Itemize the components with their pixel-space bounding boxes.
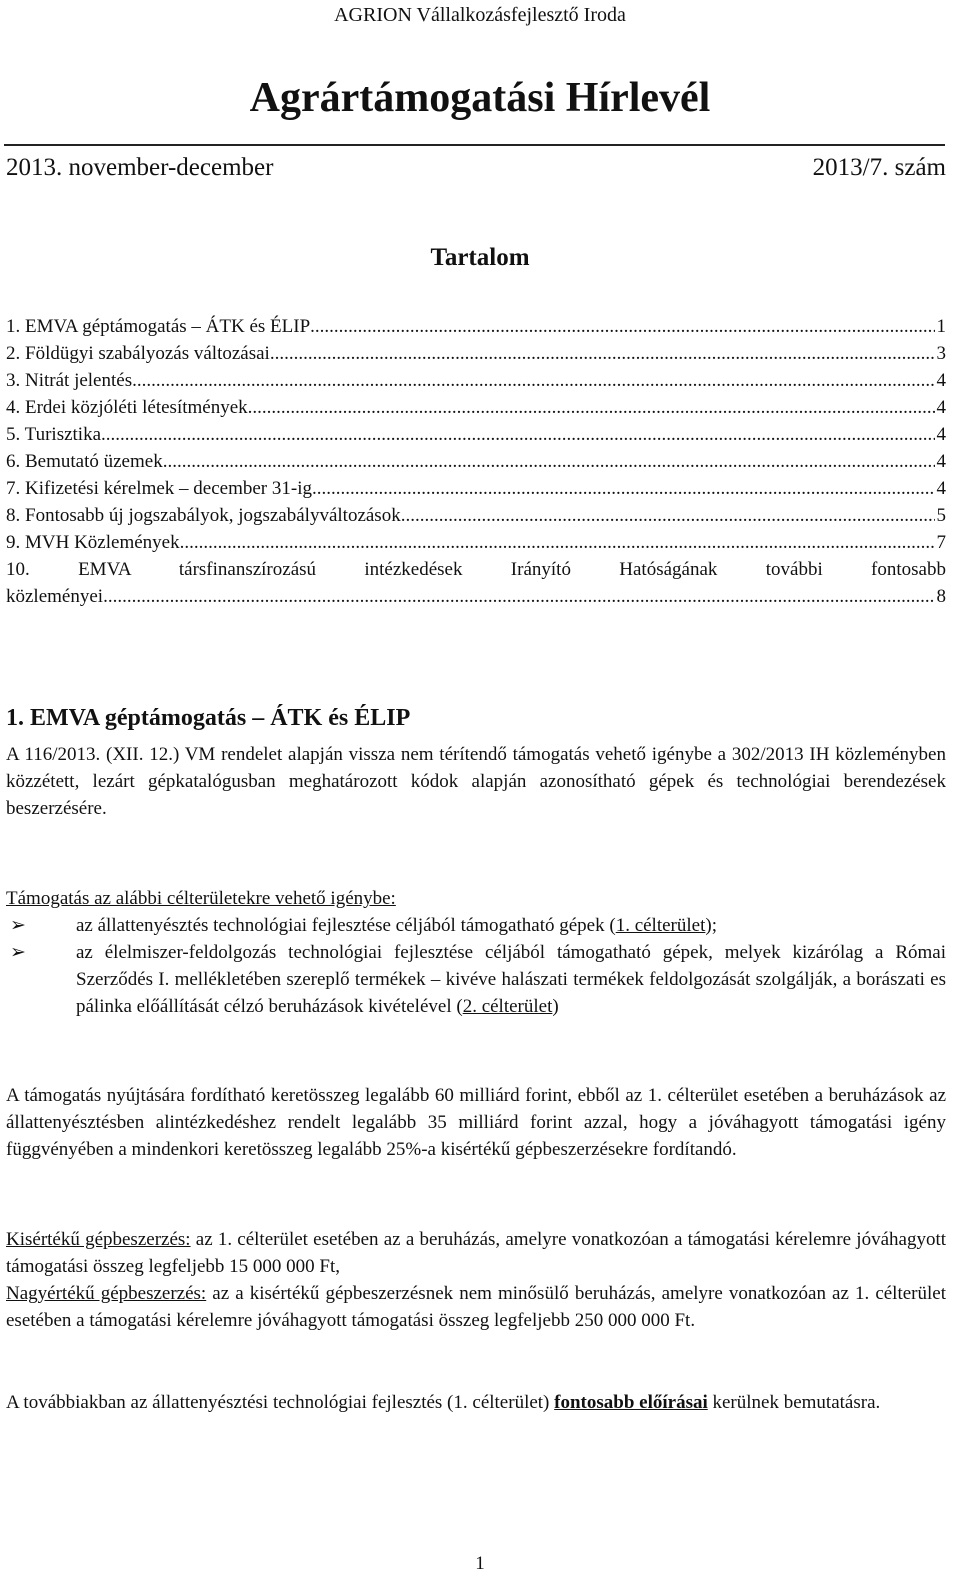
- target-areas-list: [6, 912, 946, 1020]
- organization-name: AGRION Vállalkozásfejlesztő Iroda: [334, 4, 626, 26]
- bullet1-text: az állattenyésztés technológiai fejlesztése céljából támogatható gépek (: [76, 915, 616, 936]
- page-number: 1: [475, 1553, 485, 1574]
- toc-item-title: 2. Földügyi szabályozás változásai: [6, 343, 270, 364]
- list-item: [6, 939, 946, 1020]
- toc-item-title: 7. Kifizetési kérelmek – december 31-ig: [6, 478, 312, 499]
- toc-item-title: 1. EMVA géptámogatás – ÁTK és ÉLIP: [6, 316, 311, 337]
- intro-next-emphasis: fontosabb előírásai: [554, 1392, 708, 1413]
- toc-item[interactable]: [6, 583, 946, 610]
- small-purchase-text: az 1. célterület esetében az a beruházás, amelyre vonatkozóan a támogatási kérelemre jóváhagyott támogatási összeg legfeljebb 15 000 000 Ft,: [6, 1229, 946, 1277]
- toc-item-title: 6. Bemutató üzemek: [6, 451, 163, 472]
- issue-date: 2013. november-december: [6, 154, 274, 181]
- toc-item-title: 3. Nitrát jelentés: [6, 370, 133, 391]
- intro-next-end: kerülnek bemutatásra.: [707, 1392, 881, 1413]
- toc-heading: Tartalom: [430, 244, 530, 271]
- toc-item-title: 9. MVH Közlemények: [6, 532, 180, 553]
- toc-item-title: közleményei: [6, 586, 104, 607]
- toc-leader: [310, 313, 934, 340]
- toc-item-page: 4: [936, 370, 946, 391]
- toc-item-title: 4. Erdei közjóléti létesítmények: [6, 397, 248, 418]
- toc-leader: [270, 340, 935, 367]
- section-heading: 1. EMVA géptámogatás – ÁTK és ÉLIP: [6, 705, 411, 731]
- list-item: [6, 912, 946, 939]
- toc-item[interactable]: [6, 394, 946, 421]
- toc-item-page: 4: [936, 478, 946, 499]
- arrowhead-bullet-icon: ➢: [10, 915, 26, 936]
- toc-item[interactable]: [6, 340, 946, 367]
- toc-leader: [248, 394, 935, 421]
- toc-item-10-line1[interactable]: 10. EMVA társfinanszírozású intézkedések Irányító Hatóságának további fontosabb: [6, 559, 946, 580]
- toc-leader: [103, 583, 934, 610]
- bullet2-text: az élelmiszer-feldolgozás technológiai fejlesztése céljából támogatható gépek, melyek kizárólag a Római Szerződés I. mellékletében szereplő termékek – kivéve halászati termékek feldolgozását szolgálják, a borászati es pálinka előállítását célzó beruházások kivételével (: [76, 942, 946, 1017]
- paragraph-small-purchase: [6, 1226, 946, 1280]
- paragraph-large-purchase: [6, 1280, 946, 1334]
- intro-next-text: A továbbiakban az állattenyésztési technológiai fejlesztés (1. célterület): [6, 1392, 555, 1413]
- issue-number: 2013/7. szám: [812, 154, 946, 181]
- toc-item[interactable]: [6, 421, 946, 448]
- bullet1-link[interactable]: 1. célterület: [615, 915, 706, 936]
- toc-leader: [180, 529, 935, 556]
- paragraph-budget: A támogatás nyújtására fordítható keretösszeg legalább 60 milliárd forint, ebből az 1. célterület esetében a beruházások az állattenyésztésben alintézkedéshez rendelt legalább 35 milliárd forint azzal, hogy a jóváhagyott támogatási igény függvényében a mindenkori keretösszeg legalább 25%-a kisértékű gépbeszerzésekre fordítandó.: [6, 1085, 946, 1160]
- toc-item[interactable]: [6, 475, 946, 502]
- bullet2-end: ): [552, 996, 559, 1017]
- toc-item-page: 1: [936, 316, 946, 337]
- title-rule: [4, 144, 945, 146]
- bullet1-end: );: [705, 915, 717, 936]
- toc-item-page: 3: [936, 343, 946, 364]
- toc-item[interactable]: [6, 529, 946, 556]
- toc-item-page: 5: [936, 505, 946, 526]
- toc-item[interactable]: [6, 448, 946, 475]
- toc-item[interactable]: [6, 502, 946, 529]
- toc-leader: [132, 367, 934, 394]
- toc-item-page: 4: [936, 397, 946, 418]
- large-purchase-term: Nagyértékű gépbeszerzés:: [6, 1283, 207, 1304]
- paragraph-target-areas: [6, 885, 946, 1020]
- paragraph-intro-next: [6, 1389, 946, 1416]
- toc-item-title: 5. Turisztika: [6, 424, 102, 445]
- bullet2-link[interactable]: 2. célterület: [462, 996, 553, 1017]
- toc-item-title: 8. Fontosabb új jogszabályok, jogszabályváltozások: [6, 505, 401, 526]
- toc-item-page: 8: [936, 586, 946, 607]
- table-of-contents: [6, 313, 946, 610]
- newsletter-title: Agrártámogatási Hírlevél: [249, 75, 711, 121]
- toc-item-page: 4: [936, 424, 946, 445]
- arrowhead-bullet-icon: ➢: [10, 942, 26, 963]
- toc-leader: [163, 448, 935, 475]
- toc-item-page: 7: [936, 532, 946, 553]
- toc-item[interactable]: [6, 313, 946, 340]
- large-purchase-text: az a kisértékű gépbeszerzésnek nem minősülő beruházás, amelyre vonatkozóan az 1. célterület esetében a támogatási kérelemre jóváhagyott támogatási összeg legfeljebb 250 000 000 Ft.: [6, 1283, 946, 1331]
- target-areas-lead: Támogatás az alábbi célterületekre vehető igénybe:: [6, 888, 396, 909]
- small-purchase-term: Kisértékű gépbeszerzés:: [6, 1229, 191, 1250]
- toc-leader: [312, 475, 935, 502]
- toc-leader: [401, 502, 935, 529]
- paragraph-regulation: A 116/2013. (XII. 12.) VM rendelet alapján vissza nem térítendő támogatás vehető igénybe a 302/2013 IH közleményben közzétett, lezárt gépkatalógusban meghatározott kódok alapján azonosítható gépek és technológiai berendezések beszerzésére.: [6, 744, 946, 819]
- toc-item[interactable]: [6, 367, 946, 394]
- toc-leader: [101, 421, 934, 448]
- toc-item-page: 4: [936, 451, 946, 472]
